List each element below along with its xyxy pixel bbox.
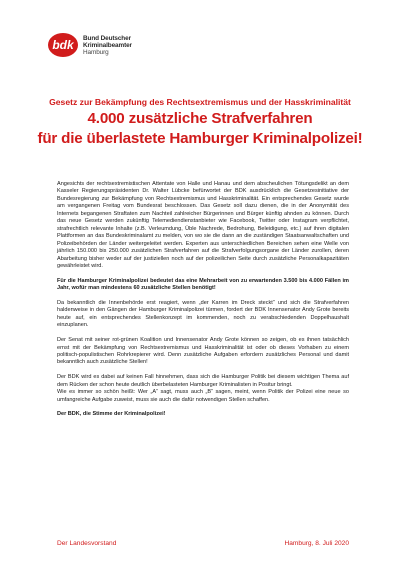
logo-line-1: Bund Deutscher [83, 34, 131, 42]
paragraph-1: Angesichts der rechtsextremistischen Attentate von Halle und Hanau und dem abscheulichen Tötungsdelikt an dem Kasseler Regierungspräsidenten Dr. Walter Lübcke befürwortet der BDK ausdrücklich die Gesetzesinitiative der Bundesregierung zur Bekämpfung von Rechtsextremismus und Hasskriminalität. Ein entsprechendes Gesetz wurde am vergangenen Freitag vom Bundesrat beschlossen. Das Gesetz soll dazu dienen, die in der Anonymität des Internets begangenen Straftaten zum Nachteil zahlreicher Bürgerinnen und Bürger künftig ahnden zu können. Durch das neue Gesetz werden zukünftig Telemediendienstanbieter wie Facebook, Twitter oder Instagram verpflichtet, strafrechtlich relevante Inhalte (z.B. Verleumdung, Üble Nachrede, Bedrohung, Beleidigung, etc.) auf ihren digitalen Plattformen an das Bundeskriminalamt zu melden, von wo sie die dann an die zuständigen Staatsanwaltschaften und Polizeibehörden der Länder weitergeleitet werden. Experten aus unterschiedlichen Bereichen sehen eine Welle von jährlich 150.000 bis 250.000 zusätzlichen Strafverfahren auf die Strafverfolgungsorgane der Länder zurollen, deren Abarbeitung bisher weder auf der justiziellen noch auf der polizeilichen Seite durch zusätzliche Personalkapazitäten gewährleistet wird. [57, 181, 349, 269]
paragraph-5b: Wie es immer so schön heißt: Wer „A“ sagt, muss auch „B“ sagen, meint, wenn Politik der Polizei eine neue so umfangreiche Aufgabe zuweist, muss sie auch die dafür notwendigen Stellen schaffen. [57, 389, 349, 403]
footer-date: Hamburg, 8. Juli 2020 [284, 540, 349, 547]
logo-line-2: Kriminalbeamter [83, 41, 132, 49]
paragraph-3: Da bekanntlich die Innenbehörde erst reagiert, wenn „der Karren im Dreck steckt“ und sich die Strafverfahren haldenweise in den Gängen der Hamburger Kriminalpolizei türmen, fordert der BDK Innensenator Andy Grote bereits heute auf, ein entsprechendes Stellenkonzept im kommenden, noch zu verabschiedenden Doppelhaushalt einzuplanen. [57, 299, 349, 329]
footer-signature: Der Landesvorstand [57, 540, 117, 547]
paragraph-2: Für die Hamburger Kriminalpolizei bedeutet das eine Mehrarbeit von zu erwartenden 3.500 bis 4.000 Fällen im Jahr, wofür man mindestens 60 zusätzliche Stellen benötigt! [57, 277, 349, 292]
paragraph-5a: Der BDK wird es dabei auf keinen Fall hinnehmen, dass sich die Hamburger Politik bei diesem wichtigen Thema auf dem Rücken der schon heute deutlich überbelasteten Hamburger Kriminalisten in Positur bringt. [57, 374, 349, 388]
bdk-logo [47, 29, 132, 61]
header-title-line-2: für die überlastete Hamburger Kriminalpolizei! [37, 130, 363, 147]
header-title-line-1: 4.000 zusätzliche Strafverfahren [87, 110, 313, 127]
closing-line: Der BDK, die Stimme der Kriminalpolizei! [57, 411, 166, 418]
logo-text [83, 35, 132, 56]
svg-text:bdk: bdk [52, 38, 74, 52]
paragraph-4: Der Senat mit seiner rot-grünen Koalition und Innensenator Andy Grote können so zeigen, ob es ihnen tatsächlich ernst mit der Bekämpfung von Rechtsextremismus und Hasskriminalität ist oder ob dieses Vorhaben zu einem politisch-populistischen Rohrkrepierer wird. Denn zusätzliche Aufgaben erfordern zusätzliches Personal und damit bekanntlich auch zusätzliche Stellen! [57, 337, 349, 366]
bdk-logo-mark [47, 32, 79, 58]
header [30, 97, 370, 148]
header-subtitle: Gesetz zur Bekämpfung des Rechtsextremismus und der Hasskriminalität [49, 97, 351, 107]
logo-line-3: Hamburg [83, 48, 109, 56]
footer [57, 540, 349, 547]
body-text [57, 181, 349, 426]
